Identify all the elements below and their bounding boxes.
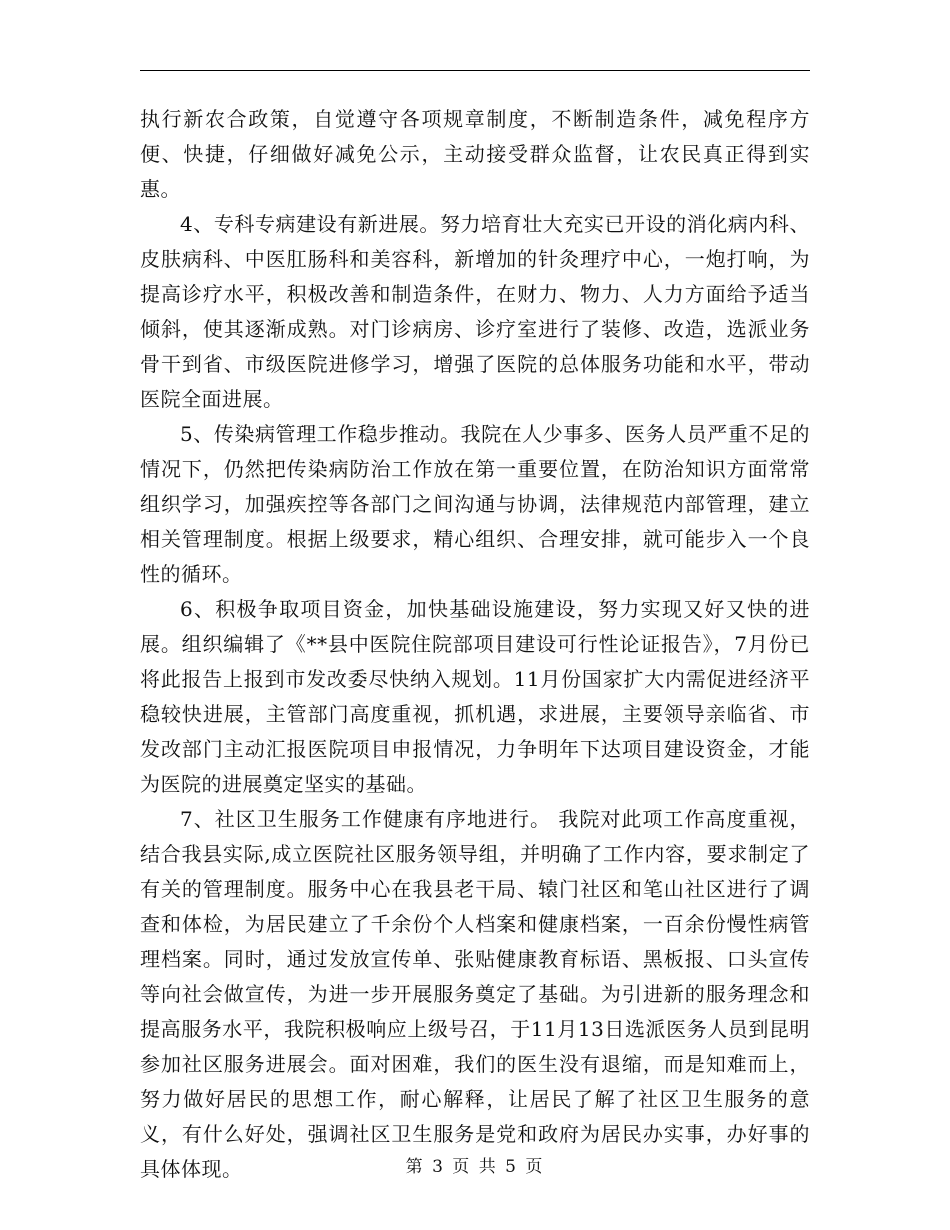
paragraph-project-funding: 6、积极争取项目资金，加快基础设施建设，努力实现又好又快的进展。组织编辑了《**县中医院住院部项目建设可行性论证报告》，7月份已将此报告上报到市发改委尽快纳入规划。11月份国家扩大内需促进经济平稳较快进展，主管部门高度重视，抓机遇，求进展，主要领导亲临省、市发改部门主动汇报医院项目申报情况，力争明年下达项目建设资金，才能为医院的进展奠定坚实的基础。 [140,597,810,796]
paragraph-infectious-disease: 5、传染病管理工作稳步推动。我院在人少事多、医务人员严重不足的情况下，仍然把传染病防治工作放在第一重要位置，在防治知识方面常常组织学习，加强疾控等各部门之间沟通与协调，法律规范内部管理，建立相关管理制度。根据上级要求，精心组织、合理安排，就可能步入一个良性的循环。 [140,422,810,586]
page-footer: 第 3 页 共 5 页 [405,1157,545,1177]
document-body [140,102,810,1187]
paragraph-continuation: 执行新农合政策，自觉遵守各项规章制度，不断制造条件，减免程序方便、快捷，仔细做好减免公示，主动接受群众监督，让农民真正得到实惠。 [140,107,810,201]
paragraph-specialty-development: 4、专科专病建设有新进展。努力培育壮大充实已开设的消化病内科、皮肤病科、中医肛肠科和美容科，新增加的针灸理疗中心，一炮打响，为提高诊疗水平，积极改善和制造条件，在财力、物力、人力方面给予适当倾斜，使其逐渐成熟。对门诊病房、诊疗室进行了装修、改造，选派业务骨干到省、市级医院进修学习，增强了医院的总体服务功能和水平，带动医院全面进展。 [140,212,810,411]
paragraph-community-health: 7、社区卫生服务工作健康有序地进行。 我院对此项工作高度重视，结合我县实际,成立医院社区服务领导组，并明确了工作内容，要求制定了有关的管理制度。服务中心在我县老干局、辕门社区和笔山社区进行了调查和体检，为居民建立了千余份个人档案和健康档案，一百余份慢性病管理档案。同时，通过发放宣传单、张贴健康教育标语、黑板报、口头宣传等向社会做宣传，为进一步开展服务奠定了基础。为引进新的服务理念和提高服务水平，我院积极响应上级号召，于11月13日选派医务人员到昆明参加社区服务进展会。面对困难，我们的医生没有退缩，而是知难而上，努力做好居民的思想工作，耐心解释，让居民了解了社区卫生服务的意义，有什么好处，强调社区卫生服务是党和政府为居民办实事，办好事的具体体现。 [140,807,810,1181]
header-rule [140,70,810,71]
